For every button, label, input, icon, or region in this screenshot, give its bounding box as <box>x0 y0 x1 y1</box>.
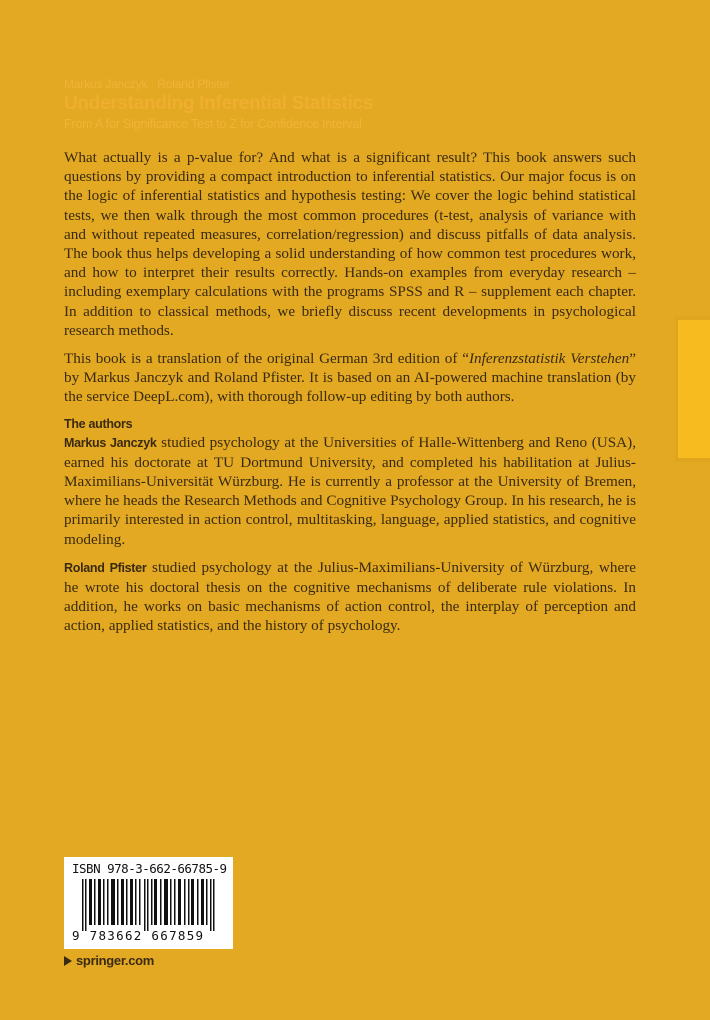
description-paragraph: What actually is a p-value for? And what is a significant result? This book answers such questions by providing a compact introduction to inferential statistics. Our major focus is on the logic of inferential statistics and hypothesis testing: We cover the logic behind statistical tests, we then walk through the most common procedures (t-test, analysis of variance with and without repeated measures, correlation/regression) and discuss pitfalls of data analysis. The book thus helps developing a solid understanding of how common test procedures work, and how to interpret their results correctly. Hands-on examples from everyday research – including exemplary calculations with the programs SPSS and R – supplement each chapter. In addition to classical methods, we briefly discuss recent developments in psychological research methods. <box>64 149 636 339</box>
translation-note <box>64 349 636 407</box>
cover-header <box>64 77 373 132</box>
author-name: Roland Pfister <box>64 560 147 575</box>
author-names: Markus Janczyk · Roland Pfister <box>64 77 230 91</box>
original-title: Inferenzstatistik Verstehen <box>468 350 630 368</box>
author-bio-janczyk <box>64 433 636 549</box>
triangle-right-icon <box>64 956 72 966</box>
author-name: Markus Janczyk <box>64 435 157 450</box>
isbn-number: ISBN 978-3-662-66785-9 <box>72 861 227 876</box>
translation-note-text: This book is a translation of the original German 3rd edition of “ <box>64 350 469 368</box>
spine-tab <box>678 320 710 458</box>
barcode-icon <box>72 879 225 931</box>
author-bio-text: studied psychology at the Julius-Maximilians-University of Würzburg, where he wrote his doctoral thesis on the cognitive mechanisms of deliberate rule violations. In addition, he works on basic mechanisms of action control, the interplay of perception and action, applied statistics, and the history of psychology. <box>64 558 636 635</box>
isbn-barcode <box>64 857 233 949</box>
book-title: Understanding Inferential Statistics <box>64 93 374 114</box>
back-cover-text <box>64 148 636 645</box>
website-label: springer.com <box>76 953 155 968</box>
book-subtitle: From A for Significance Test to Z for Confidence Interval <box>64 117 362 131</box>
authors-heading: The authors <box>64 416 133 431</box>
translation-note-text-end: ” by Markus Janczyk and Roland Pfister. It is based on an AI-powered machine translation (by the service DeepL.com), with thorough follow-up editing by both authors. <box>64 350 636 406</box>
author-bio-pfister <box>64 558 636 636</box>
publisher-link[interactable] <box>64 953 154 968</box>
author-bio-text: studied psychology at the Universities of Halle-Wittenberg and Reno (USA), earned his doctorate at TU Dortmund University, and completed his habilitation at Julius-Maximilians-Universität Würzburg. He is currently a professor at the University of Bremen, where he heads the Research Methods and Cognitive Psychology Group. In his research, he is primarily interested in action control, multitasking, language, applied statistics, and cognitive modeling. <box>64 433 636 548</box>
barcode-digits: 9 783662 667859 <box>72 928 205 943</box>
